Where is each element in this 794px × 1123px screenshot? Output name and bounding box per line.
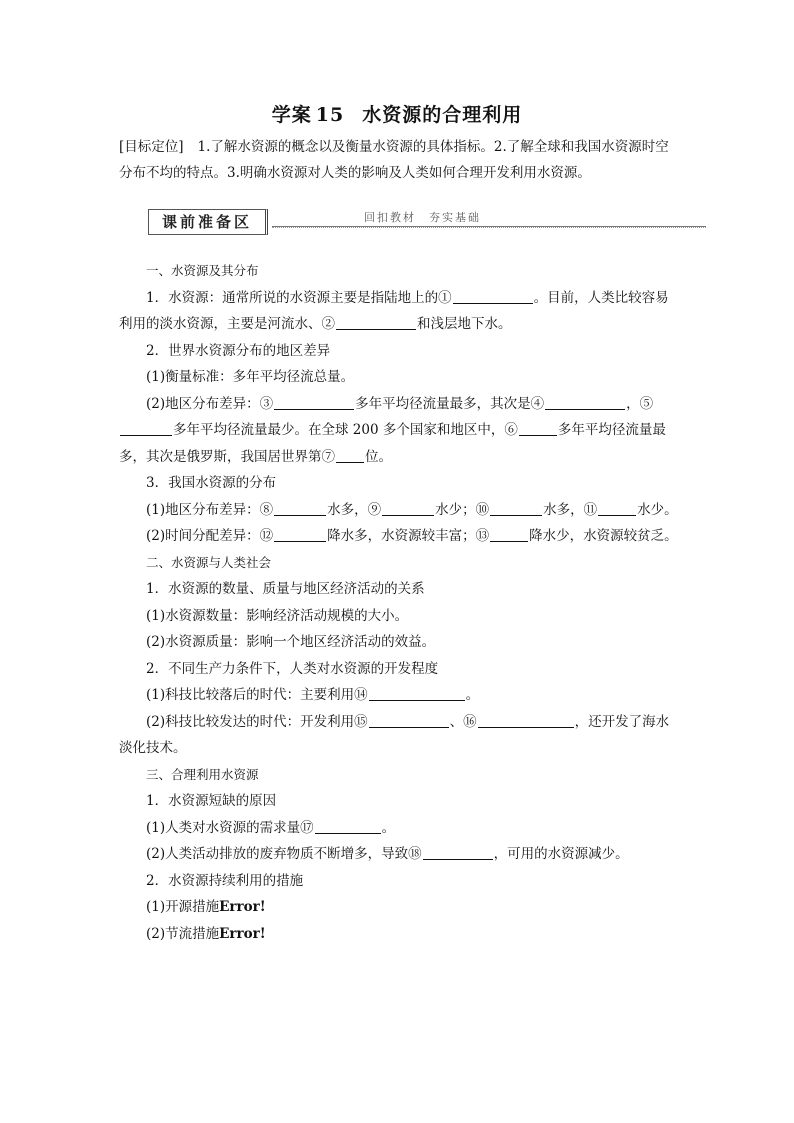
text-run: 水少。: [637, 501, 678, 518]
text-run: 、⑯: [449, 713, 477, 730]
banner-divider: [272, 226, 706, 228]
text-run: (1)地区分布差异：⑧: [146, 501, 274, 518]
text-run: 降水少，水资源较贫乏。: [529, 528, 678, 544]
fill-blank[interactable]: [120, 420, 172, 436]
text-run: 多年平均径流量最少。在全球 200 多个国家和地区中，⑥: [173, 422, 518, 438]
paragraph: [119, 841, 681, 868]
banner-slogan: 回扣教材 夯实基础: [364, 211, 481, 224]
text-run: (2)人类活动排放的废弃物质不断增多，导致⑱: [146, 846, 422, 862]
text-run: 。: [465, 687, 480, 703]
text-run: 多年平均径流量最多，其次是④: [355, 395, 545, 412]
text-run: 降水多，水资源较丰富；⑬: [327, 528, 490, 544]
section-heading: 一、水资源及其分布: [146, 263, 259, 278]
fill-blank[interactable]: [274, 394, 354, 410]
paragraph: [119, 921, 681, 948]
fill-blank[interactable]: [545, 394, 625, 410]
text-run: (1)人类对水资源的需求量⑰: [146, 819, 314, 836]
paragraph: (1)水资源数量：影响经济活动规模的大小。: [146, 607, 409, 624]
paragraph: 2．水资源持续利用的措施: [146, 872, 304, 889]
text-run: 位。: [365, 448, 392, 465]
text-run: ⑤: [639, 395, 654, 412]
paragraph: 1．水资源短缺的原因: [146, 793, 277, 809]
title-text: 水资源的合理利用: [362, 104, 523, 126]
fill-blank[interactable]: [478, 712, 574, 728]
fill-blank[interactable]: [369, 685, 465, 701]
paragraph: [119, 815, 681, 842]
fill-blank[interactable]: [274, 500, 326, 516]
text-run: ，还开发了海水淡化技术。: [119, 713, 670, 756]
paragraph: (1)衡量标准：多年平均径流总量。: [146, 369, 355, 385]
fill-blank[interactable]: [382, 500, 434, 516]
paragraph: [119, 497, 681, 524]
text-run: (2)科技比较发达的时代：开发利用⑮: [146, 713, 368, 730]
learning-objectives: [119, 134, 679, 186]
fill-blank[interactable]: [490, 500, 542, 516]
title-number: 15: [315, 104, 345, 126]
section-banner: [148, 205, 706, 235]
paragraph: 2．世界水资源分布的地区差异: [146, 342, 331, 359]
text-run: (1)开源措施: [146, 899, 220, 915]
title-prefix: 学案: [271, 104, 312, 126]
text-run: 。: [381, 819, 396, 836]
paragraph: [119, 391, 681, 471]
paragraph: 2．不同生产力条件下，人类对水资源的开发程度: [146, 660, 439, 677]
fill-blank[interactable]: [423, 844, 493, 860]
objective-tag: [目标定位]: [119, 139, 184, 155]
text-run: (1)科技比较落后的时代：主要利用⑭: [146, 687, 368, 703]
text-run: 多年平均径流量最多，其次是俄罗斯，我国居世界第⑦: [119, 422, 666, 465]
fill-blank[interactable]: [453, 288, 533, 304]
text-run: 水多，⑨: [327, 501, 382, 518]
text-run: 和浅层地下水。: [417, 316, 512, 332]
fill-blank[interactable]: [490, 526, 528, 542]
fill-blank[interactable]: [274, 526, 326, 542]
error-field: Error!: [219, 899, 266, 915]
text-run: (2)时间分配差异：⑫: [146, 528, 274, 544]
paragraph: [119, 682, 681, 709]
banner-label: 课前准备区: [148, 209, 268, 235]
text-run: 1．水资源：通常所说的水资源主要是指陆地上的①: [146, 289, 452, 306]
fill-blank[interactable]: [336, 447, 364, 463]
fill-blank[interactable]: [369, 712, 449, 728]
text-run: ，: [626, 395, 640, 412]
text-run: 。目前，人类比较容易利用的淡水资源，主要是河流水、②: [119, 289, 669, 332]
section-heading: 三、合理利用水资源: [146, 766, 259, 782]
fill-blank[interactable]: [336, 314, 416, 330]
paragraph: (2)水资源质量：影响一个地区经济活动的效益。: [146, 634, 436, 650]
paragraph: 1．水资源的数量、质量与地区经济活动的关系: [146, 581, 425, 597]
paragraph: [119, 894, 681, 921]
page-title: [0, 100, 794, 127]
section-heading: 二、水资源与人类社会: [146, 554, 272, 570]
paragraph: [119, 709, 681, 762]
text-run: (2)节流措施: [146, 925, 220, 942]
text-run: 水多，⑪: [543, 501, 598, 518]
error-field: Error!: [219, 925, 266, 942]
fill-blank[interactable]: [519, 420, 557, 436]
text-run: 水少；⑩: [435, 501, 490, 518]
objective-text: 1.了解水资源的概念以及衡量水资源的具体指标。2.了解全球和我国水资源时空分布不均的特点。3.明确水资源对人类的影响及人类如何合理开发利用水资源。: [119, 139, 669, 181]
paragraph: 3．我国水资源的分布: [146, 475, 277, 491]
paragraph: [119, 285, 681, 338]
paragraph: [119, 523, 681, 550]
text-run: ，可用的水资源减少。: [493, 846, 629, 862]
worksheet-content: [119, 258, 681, 947]
fill-blank[interactable]: [315, 818, 381, 834]
text-run: (2)地区分布差异：③: [146, 395, 274, 412]
fill-blank[interactable]: [598, 500, 636, 516]
